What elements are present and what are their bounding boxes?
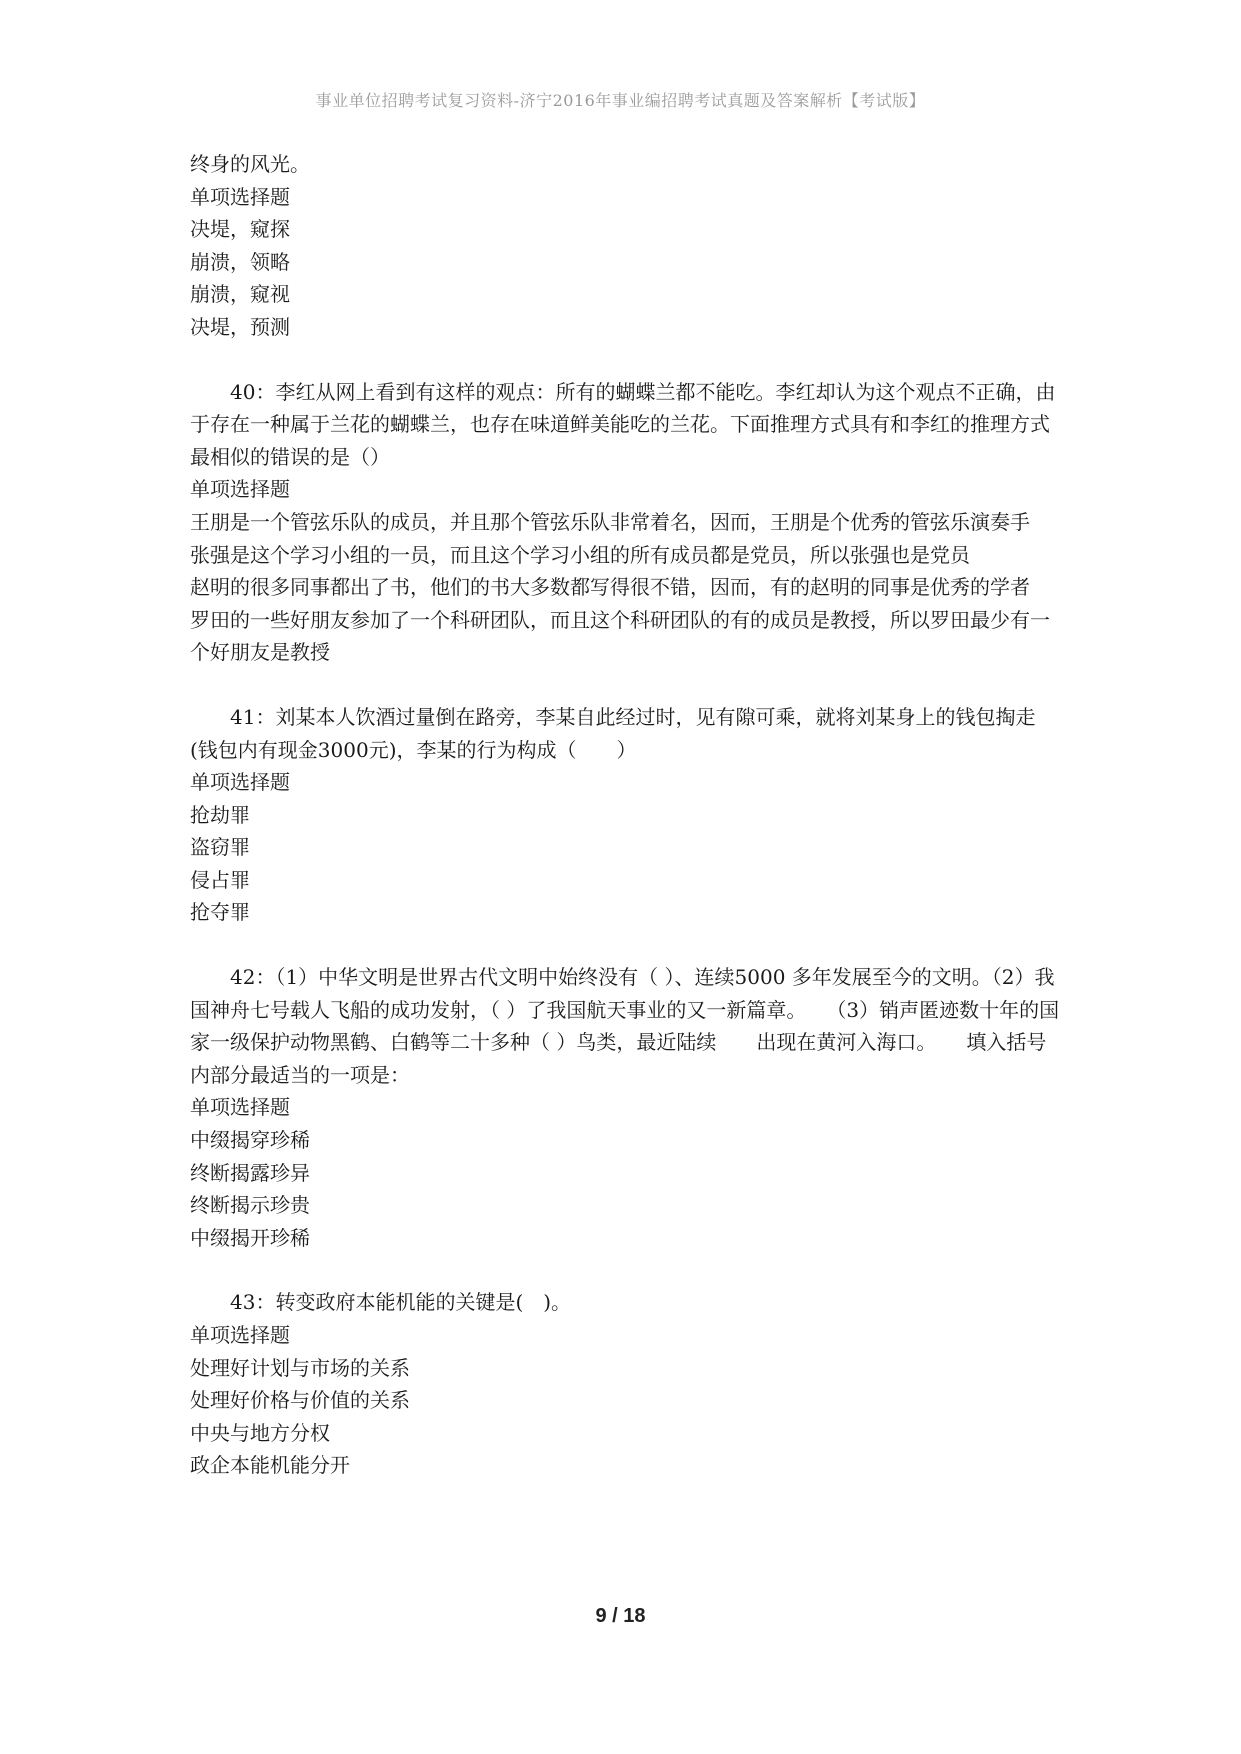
option-a: 决堤，窥探 bbox=[190, 217, 290, 242]
question-42 bbox=[190, 961, 1060, 1254]
option-a: 处理好计划与市场的关系 bbox=[190, 1355, 410, 1380]
question-39-continuation bbox=[190, 148, 1060, 344]
option-b: 崩溃，领略 bbox=[190, 249, 290, 274]
question-41 bbox=[190, 701, 1060, 929]
document-body bbox=[190, 148, 1060, 1482]
option-a: 抢劫罪 bbox=[190, 802, 250, 827]
question-type-label: 单项选择题 bbox=[190, 1095, 290, 1120]
option-a: 中缀揭穿珍稀 bbox=[190, 1128, 310, 1153]
option-d: 中缀揭开珍稀 bbox=[190, 1225, 310, 1250]
option-c: 中央与地方分权 bbox=[190, 1420, 330, 1445]
question-text: 40：李红从网上看到有这样的观点：所有的蝴蝶兰都不能吃。李红却认为这个观点不正确，由于存在一种属于兰花的蝴蝶兰，也存在味道鲜美能吃的兰花。下面推理方式具有和李红的推理方式最相似的错误的是（） bbox=[190, 379, 1056, 469]
option-d: 罗田的一些好朋友参加了一个科研团队，而且这个科研团队的有的成员是教授，所以罗田最少有一个好朋友是教授 bbox=[190, 607, 1050, 665]
question-type-label: 单项选择题 bbox=[190, 184, 290, 209]
page-header: 事业单位招聘考试复习资料-济宁2016年事业编招聘考试真题及答案解析【考试版】 bbox=[315, 91, 926, 110]
option-d: 决堤，预测 bbox=[190, 314, 290, 339]
option-d: 抢夺罪 bbox=[190, 900, 250, 925]
question-type-label: 单项选择题 bbox=[190, 770, 290, 795]
option-b: 张强是这个学习小组的一员，而且这个学习小组的所有成员都是党员，所以张强也是党员 bbox=[190, 542, 970, 567]
question-text: 41：刘某本人饮酒过量倒在路旁，李某自此经过时，见有隙可乘，就将刘某身上的钱包掏走(钱包内有现金3000元)，李某的行为构成（ ） bbox=[190, 704, 1036, 762]
option-c: 侵占罪 bbox=[190, 867, 250, 892]
question-43 bbox=[190, 1286, 1060, 1482]
question-type-label: 单项选择题 bbox=[190, 477, 290, 502]
question-text: 43：转变政府本能机能的关键是( )。 bbox=[230, 1290, 572, 1315]
option-c: 终断揭示珍贵 bbox=[190, 1193, 310, 1218]
option-d: 政企本能机能分开 bbox=[190, 1453, 350, 1478]
option-b: 盗窃罪 bbox=[190, 835, 250, 860]
question-text-tail: 终身的风光。 bbox=[190, 152, 310, 176]
option-a: 王朋是一个管弦乐队的成员，并且那个管弦乐队非常着名，因而，王朋是个优秀的管弦乐演奏手 bbox=[190, 509, 1030, 534]
option-b: 处理好价格与价值的关系 bbox=[190, 1388, 410, 1413]
option-c: 崩溃，窥视 bbox=[190, 282, 290, 307]
question-40 bbox=[190, 376, 1060, 669]
question-text: 42：（1）中华文明是世界古代文明中始终没有（ ）、连续5000 多年发展至今的文明。（2）我国神舟七号载人飞船的成功发射，（ ）了我国航天事业的又一新篇章。 （3）销声匿迹数十年的国家一级保护动物黑鹤、白鹤等二十多种（ ）鸟类，最近陆续 出现在黄河入海口。 填入括号内部分最适当的一项是： bbox=[190, 965, 1060, 1087]
page-number: 9 / 18 bbox=[595, 1605, 646, 1627]
option-b: 终断揭露珍异 bbox=[190, 1160, 310, 1185]
question-type-label: 单项选择题 bbox=[190, 1323, 290, 1347]
option-c: 赵明的很多同事都出了书，他们的书大多数都写得很不错，因而，有的赵明的同事是优秀的学者 bbox=[190, 575, 1030, 600]
